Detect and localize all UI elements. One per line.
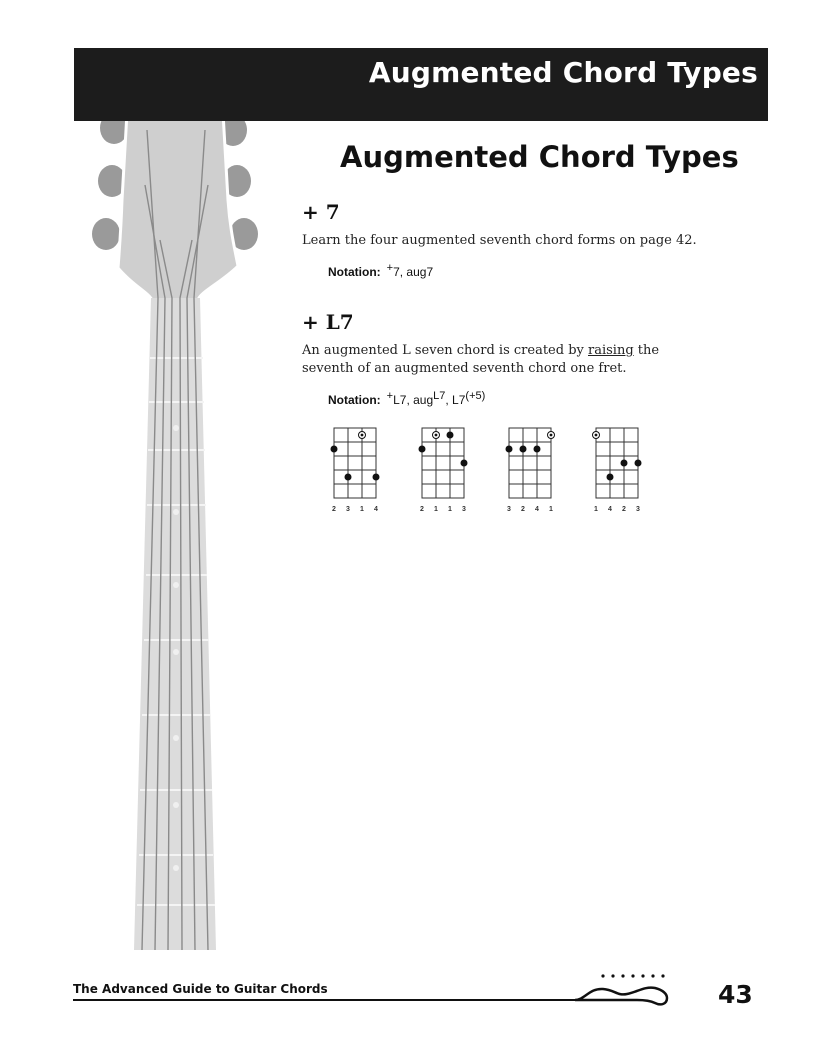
finger-number: 2 [622, 506, 626, 513]
chord-diagram-1 [331, 428, 380, 513]
finger-number: 3 [346, 506, 350, 513]
finger-dot [621, 460, 628, 467]
page-number: 43 [718, 980, 753, 1009]
section-text [302, 342, 722, 378]
finger-dot [506, 446, 513, 453]
notation-superscript: (+5) [465, 390, 486, 402]
text-part: seventh of an augmented seventh chord one fret. [302, 361, 627, 376]
finger-dot [331, 446, 338, 453]
underlined-word: raising [588, 343, 634, 358]
finger-dot [635, 460, 642, 467]
section-title: + 7 [302, 200, 340, 224]
section-augL7 [302, 310, 722, 407]
finger-number: 3 [507, 506, 511, 513]
finger-dot [419, 446, 426, 453]
finger-number: 2 [420, 506, 424, 513]
notation-superscript: L7 [433, 390, 446, 402]
finger-number: 1 [549, 506, 553, 513]
chord-diagrams [322, 422, 662, 518]
notation-value: L7, aug [393, 393, 434, 407]
chord-diagram-3 [506, 428, 555, 513]
section-text: Learn the four augmented seventh chord forms on page 42. [302, 233, 697, 248]
finger-number: 1 [434, 506, 438, 513]
finger-number: 1 [360, 506, 364, 513]
finger-dot [607, 474, 614, 481]
notation-label: Notation: [328, 393, 381, 407]
notation-superscript: + [386, 390, 394, 402]
header-title: Augmented Chord Types [368, 56, 758, 89]
finger-number: 1 [448, 506, 452, 513]
guitar-neck-illustration [0, 0, 300, 1056]
finger-number: 2 [332, 506, 336, 513]
section-title: + L7 [302, 310, 354, 334]
finger-number: 2 [521, 506, 525, 513]
guitar-outline-icon [575, 970, 695, 1010]
page-title: Augmented Chord Types [340, 140, 739, 174]
finger-dot [520, 446, 527, 453]
notation-value: , L7 [445, 393, 466, 407]
notation-line [328, 262, 722, 279]
notation-superscript: + [386, 262, 394, 274]
footer-rule [73, 999, 588, 1001]
text-part: An augmented L seven chord is created by [302, 343, 588, 358]
header-bar [74, 48, 768, 121]
text-part: the [633, 343, 660, 358]
notation-label: Notation: [328, 265, 381, 279]
finger-dot [534, 446, 541, 453]
finger-dot [447, 432, 454, 439]
finger-number: 1 [594, 506, 598, 513]
chord-diagram-4 [593, 428, 642, 513]
notation-value: 7, aug7 [393, 265, 434, 279]
finger-dot [461, 460, 468, 467]
finger-number: 4 [608, 506, 612, 513]
finger-number: 4 [535, 506, 539, 513]
finger-number: 3 [636, 506, 640, 513]
finger-dot [373, 474, 380, 481]
notation-line [328, 390, 722, 407]
finger-number: 4 [374, 506, 378, 513]
chord-diagram-2 [419, 428, 468, 513]
section-aug7 [302, 200, 722, 279]
finger-dot [345, 474, 352, 481]
footer-book-title: The Advanced Guide to Guitar Chords [73, 982, 328, 996]
finger-number: 3 [462, 506, 466, 513]
